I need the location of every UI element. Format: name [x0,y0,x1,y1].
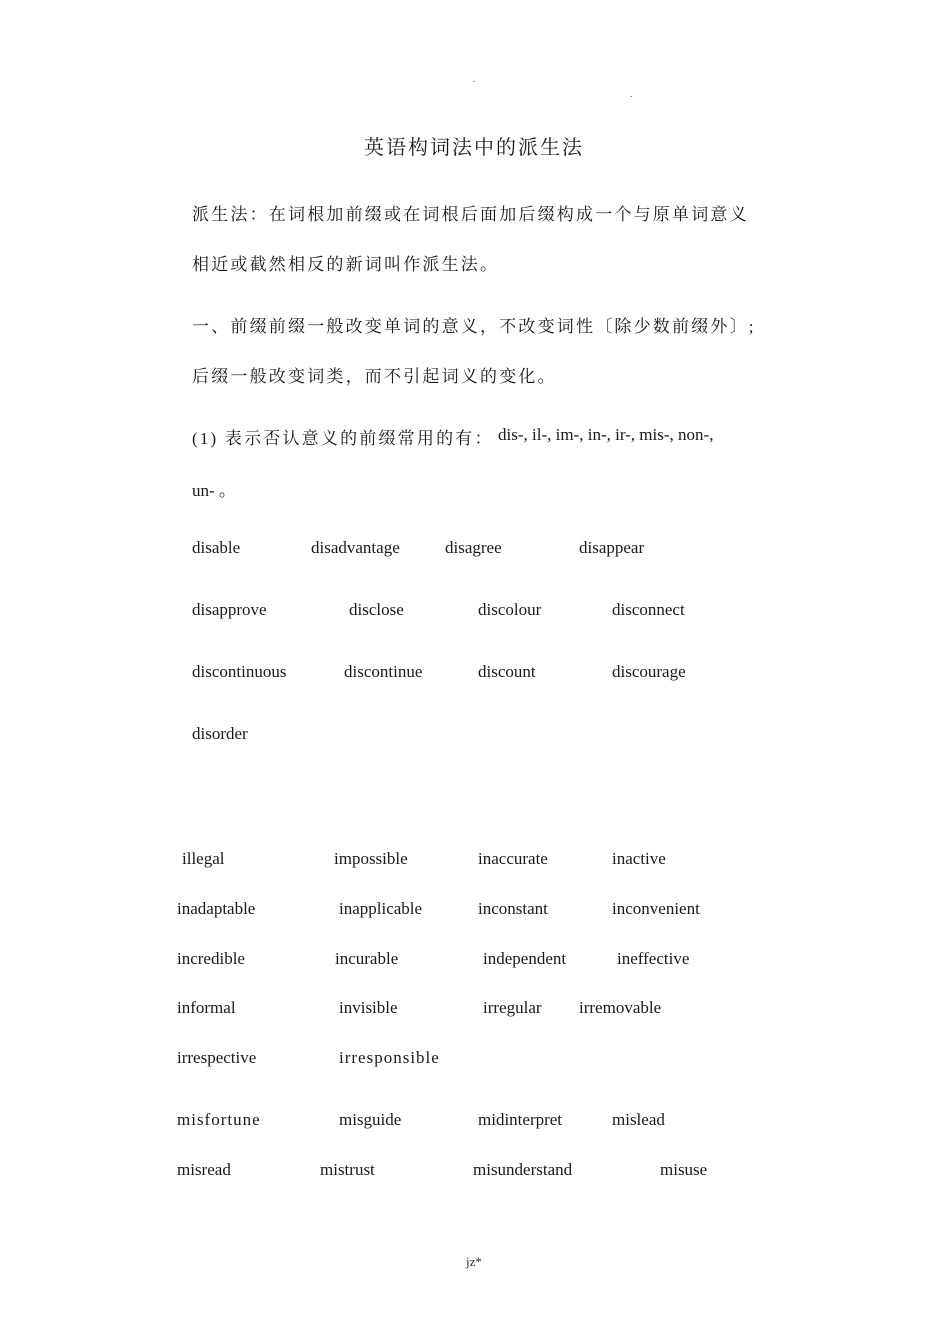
word-item: disclose [349,600,404,619]
item1-prefix-list-cont: un- 。 [192,481,236,500]
section1-line-1: 一、前缀前缀一般改变单词的意义，不改变词性〔除少数前缀外〕; [192,317,756,336]
word-item: disable [192,538,241,557]
word-item: informal [177,998,236,1017]
word-item: independent [483,949,567,968]
word-item: irresponsible [339,1048,440,1067]
header-dot-right: . [630,89,633,99]
item1-intro: (1) 表示否认意义的前缀常用的有： [192,429,494,448]
word-item: misuse [660,1160,708,1179]
word-item: irregular [483,998,542,1017]
section1-line-2: 后缀一般改变词类，而不引起词义的变化。 [192,367,557,386]
word-item: inconvenient [612,899,700,918]
definition-line-2: 相近或截然相反的新词叫作派生法。 [192,255,500,274]
word-item: illegal [182,849,225,868]
header-dot-left: . [473,74,476,84]
word-item: misread [177,1160,231,1179]
word-item: disadvantage [311,538,400,557]
word-item: disagree [445,538,502,557]
definition-line-1: 派生法：在词根加前缀或在词根后面加后缀构成一个与原单词意义 [192,205,749,224]
word-item: mislead [612,1110,665,1129]
word-item: incredible [177,949,245,968]
word-item: midinterpret [478,1110,563,1129]
word-item: irrespective [177,1048,257,1067]
word-item: mistrust [320,1160,375,1179]
word-item: inapplicable [339,899,423,918]
word-item: inaccurate [478,849,548,868]
word-item: invisible [339,998,398,1017]
word-item: discolour [478,600,542,619]
word-item: inconstant [478,899,548,918]
item1-prefix-list: dis-, il-, im-, in-, ir-, mis-, non-, [498,425,714,444]
word-item: discount [478,662,536,681]
word-item: misguide [339,1110,402,1129]
word-item: impossible [334,849,408,868]
word-item: discontinue [344,662,423,681]
page-footer: jz* [466,1254,482,1269]
word-item: disorder [192,724,248,743]
word-item: ineffective [617,949,690,968]
word-item: incurable [335,949,399,968]
word-item: inactive [612,849,666,868]
word-item: inadaptable [177,899,256,918]
word-item: misfortune [177,1110,261,1129]
page-title: 英语构词法中的派生法 [364,137,584,159]
word-item: discourage [612,662,686,681]
word-item: irremovable [579,998,662,1017]
word-item: misunderstand [473,1160,573,1179]
word-item: disapprove [192,600,267,619]
word-item: disconnect [612,600,685,619]
word-item: disappear [579,538,645,557]
word-item: discontinuous [192,662,287,681]
